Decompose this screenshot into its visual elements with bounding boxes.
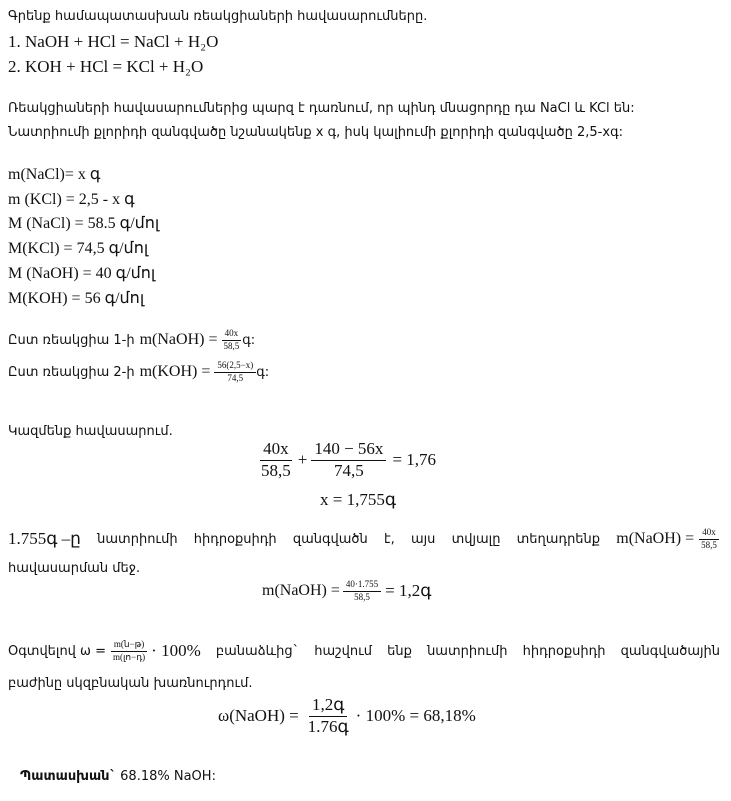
quantity-molar-kcl: M(KCl) = 74,5 գ/մոլ — [8, 240, 149, 257]
omega-denominator: m(լո−դ) — [112, 651, 146, 662]
quantity-molar-koh: M(KOH) = 56 գ/մոլ — [8, 290, 145, 307]
calc-rhs: = 1,2գ — [385, 581, 432, 601]
omega-fraction — [110, 640, 148, 663]
omega-word: հաշվում — [314, 643, 373, 659]
answer-line — [20, 769, 216, 784]
omega-line-2: բաժինը սկզբնական խառնուրդում. — [8, 676, 253, 691]
reaction1-denominator: 58,5 — [223, 340, 240, 351]
substitution-line-1 — [8, 528, 720, 551]
reaction2-fraction — [214, 361, 256, 384]
reaction1-numerator: 40x — [222, 329, 242, 341]
omega-calc-rhs: · 100% = 68,18% — [355, 706, 476, 726]
substitution-numerator: 40x — [699, 528, 719, 540]
equation-fraction-1 — [258, 440, 294, 480]
equation-fraction-2-num: 140 − 56x — [311, 440, 386, 461]
omega-line-1 — [8, 640, 720, 663]
substitution-fraction — [698, 528, 720, 551]
equation-fraction-2-den: 74,5 — [334, 460, 364, 480]
main-equation — [258, 440, 436, 480]
substitution-word: տեղադրենք — [516, 531, 601, 547]
reaction2-lhs: m(KOH) = — [139, 363, 211, 381]
quantity-m-nacl: m(NaCl)= x գ — [8, 166, 101, 183]
omega-calc-lhs: ω(NaOH) = — [218, 706, 299, 726]
equation-fraction-1-num: 40x — [260, 440, 292, 461]
reaction1-prefix: Ըստ ռեակցիա 1-ի — [8, 332, 135, 348]
omega-calc-numerator: 1,2գ — [309, 696, 347, 717]
omega-word: նատրիումի — [427, 643, 508, 659]
omega-formula — [8, 640, 201, 663]
substitution-formula — [616, 528, 720, 551]
reaction1-unit: գ: — [242, 332, 256, 348]
omega-calc — [218, 696, 476, 736]
omega-word: հիդրօքսիդի — [522, 643, 606, 659]
substitution-word: է, — [383, 531, 395, 547]
quantity-m-kcl: m (KCl) = 2,5 - x գ — [8, 191, 135, 208]
reaction1-lhs: m(NaOH) = — [139, 331, 218, 349]
calc-numerator: 40·1.755 — [343, 580, 381, 592]
substitution-word: այս — [410, 531, 436, 547]
omega-numerator: m(ն−թ) — [111, 640, 147, 652]
equation-plus: + — [297, 450, 308, 470]
substitution-line-2: հավասարման մեջ. — [8, 561, 141, 576]
reaction-2: 2. KOH + HCl = KCl + H₂O — [8, 57, 204, 76]
compose-text: Կազմենք հավասարում. — [8, 424, 173, 439]
omega-word: ենք — [387, 643, 412, 659]
omega-calc-fraction — [305, 696, 352, 736]
substitution-word: նատրիումի — [97, 531, 178, 547]
omega-mult: · 100% — [151, 641, 201, 661]
substitution-lhs: m(NaOH) = — [616, 530, 695, 548]
reaction-1: 1. NaOH + HCl = NaCl + H₂O — [8, 32, 219, 51]
omega-lead: Օգտվելով ω = — [8, 643, 106, 659]
substitution-denominator: 58,5 — [701, 539, 717, 550]
calc-lhs: m(NaOH) = — [262, 582, 340, 600]
intro-text: Գրենք համապատասխան ռեակցիաների հավասարումները. — [8, 9, 428, 24]
substitution-word: տվյալը — [451, 531, 501, 547]
reaction1-mass-line — [8, 329, 255, 352]
equation-solution: x = 1,755գ — [320, 490, 397, 509]
paragraph-line-2: Նատրիումի քլորիդի զանգվածը նշանակենք x գ, իսկ կալիումի քլորիդի զանգվածը 2,5-xգ: — [8, 125, 623, 140]
reaction2-numerator: 56(2,5−x) — [214, 361, 256, 373]
calc-denominator: 58,5 — [354, 591, 370, 602]
quantity-molar-naoh: M (NaOH) = 40 գ/մոլ — [8, 265, 156, 282]
answer-label: Պատասխան` — [20, 769, 117, 784]
equation-fraction-1-den: 58,5 — [261, 460, 291, 480]
omega-calc-denominator: 1.76գ — [307, 716, 349, 736]
equation-rhs: = 1,76 — [392, 450, 437, 470]
substitution-word: զանգվածն — [292, 531, 368, 547]
omega-word: զանգվածային — [620, 643, 720, 659]
substitution-word: հիդրօքսիդի — [193, 531, 277, 547]
omega-word: բանաձևից` — [215, 643, 300, 659]
reaction2-prefix: Ըստ ռեակցիա 2-ի — [8, 364, 135, 380]
substitution-lead: 1.755գ –ը — [8, 529, 81, 549]
quantity-molar-nacl: M (NaCl) = 58.5 գ/մոլ — [8, 215, 160, 232]
reaction2-denominator: 74,5 — [227, 372, 244, 383]
calc-fraction — [343, 580, 381, 603]
paragraph-line-1: Ռեակցիաների հավասարումներից պարզ է դառնում, որ պինդ մնացորդը դա NaCl և KCl են: — [8, 101, 635, 116]
answer-value: 68.18% NaOH: — [116, 769, 216, 784]
reaction1-fraction — [220, 329, 242, 352]
reaction2-unit: գ: — [256, 364, 270, 380]
naoh-mass-calc — [262, 580, 431, 603]
equation-fraction-2 — [311, 440, 386, 480]
reaction2-mass-line — [8, 361, 269, 384]
